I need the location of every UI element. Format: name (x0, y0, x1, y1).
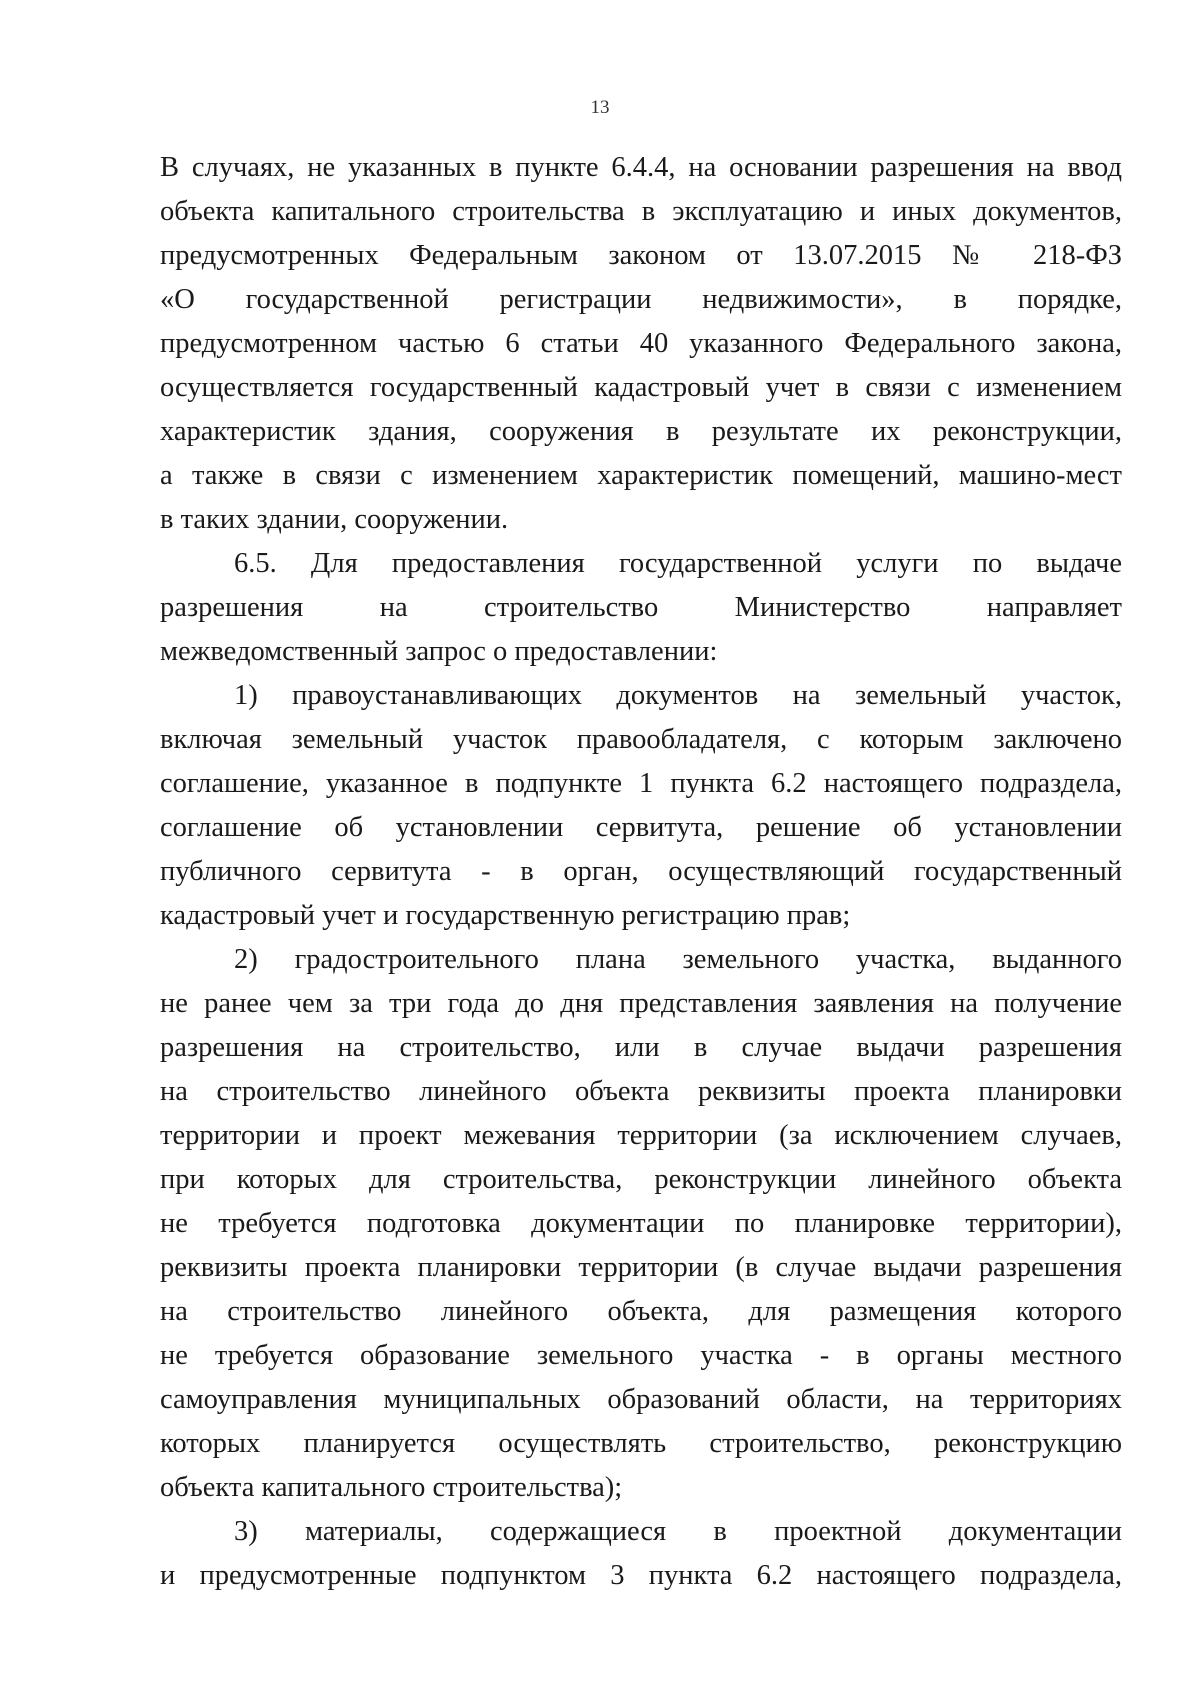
text-line: В случаях, не указанных в пункте 6.4.4, на основании разрешения на ввод (160, 152, 1122, 183)
text-line: территории и проект межевания территории (за исключением случаев, (160, 1120, 1122, 1151)
text-line: на строительство линейного объекта, для размещения которого (160, 1296, 1122, 1327)
text-line: которых планируется осуществлять строительство, реконструкцию (160, 1428, 1122, 1459)
text-line: реквизиты проекта планировки территории (в случае выдачи разрешения (160, 1252, 1122, 1283)
text-line: межведомственный запрос о предоставлении: (160, 636, 718, 667)
document-body (160, 146, 1122, 1598)
page-number: 13 (590, 97, 610, 118)
text-line: включая земельный участок правообладателя, с которым заключено (160, 724, 1122, 755)
text-line: самоуправления муниципальных образований области, на территориях (160, 1384, 1122, 1415)
list-item-1 (160, 674, 1122, 938)
text-line: и предусмотренные подпунктом 3 пункта 6.2 настоящего подраздела, (160, 1560, 1122, 1591)
text-line: не ранее чем за три года до дня представления заявления на получение (160, 988, 1122, 1019)
list-item-2 (160, 938, 1122, 1510)
text-line: 6.5. Для предоставления государственной услуги по выдаче (234, 548, 1122, 579)
text-line: характеристик здания, сооружения в результате их реконструкции, (160, 416, 1122, 447)
text-line: 3) материалы, содержащиеся в проектной документации (234, 1516, 1122, 1547)
text-line: при которых для строительства, реконструкции линейного объекта (160, 1164, 1122, 1195)
text-line: объекта капитального строительства); (160, 1472, 623, 1503)
text-line: «О государственной регистрации недвижимости», в порядке, (160, 284, 1122, 315)
text-line: а также в связи с изменением характеристик помещений, машино-мест (160, 460, 1122, 491)
text-line: публичного сервитута - в орган, осуществляющий государственный (160, 856, 1122, 887)
text-line: 1) правоустанавливающих документов на земельный участок, (234, 680, 1122, 711)
paragraph-cadastral-registration (160, 146, 1122, 542)
text-line: кадастровый учет и государственную регистрацию прав; (160, 900, 851, 931)
text-line: предусмотренном частью 6 статьи 40 указанного Федерального закона, (160, 328, 1122, 359)
text-line: соглашение, указанное в подпункте 1 пункта 6.2 настоящего подраздела, (160, 768, 1122, 799)
text-line: разрешения на строительство Министерство направляет (160, 592, 1122, 623)
text-line: не требуется подготовка документации по планировке территории), (160, 1208, 1122, 1239)
text-line: предусмотренных Федеральным законом от 13.07.2015 № 218-ФЗ (160, 240, 1122, 271)
text-line: разрешения на строительство, или в случае выдачи разрешения (160, 1032, 1122, 1063)
text-line: на строительство линейного объекта реквизиты проекта планировки (160, 1076, 1122, 1107)
text-line: объекта капитального строительства в эксплуатацию и иных документов, (160, 196, 1122, 227)
paragraph-section-6-5 (160, 542, 1122, 674)
text-line: 2) градостроительного плана земельного участка, выданного (234, 944, 1122, 975)
text-line: соглашение об установлении сервитута, решение об установлении (160, 812, 1122, 843)
text-line: в таких здании, сооружении. (160, 504, 509, 535)
list-item-3 (160, 1510, 1122, 1598)
text-line: осуществляется государственный кадастровый учет в связи с изменением (160, 372, 1122, 403)
text-line: не требуется образование земельного участка - в органы местного (160, 1340, 1122, 1371)
